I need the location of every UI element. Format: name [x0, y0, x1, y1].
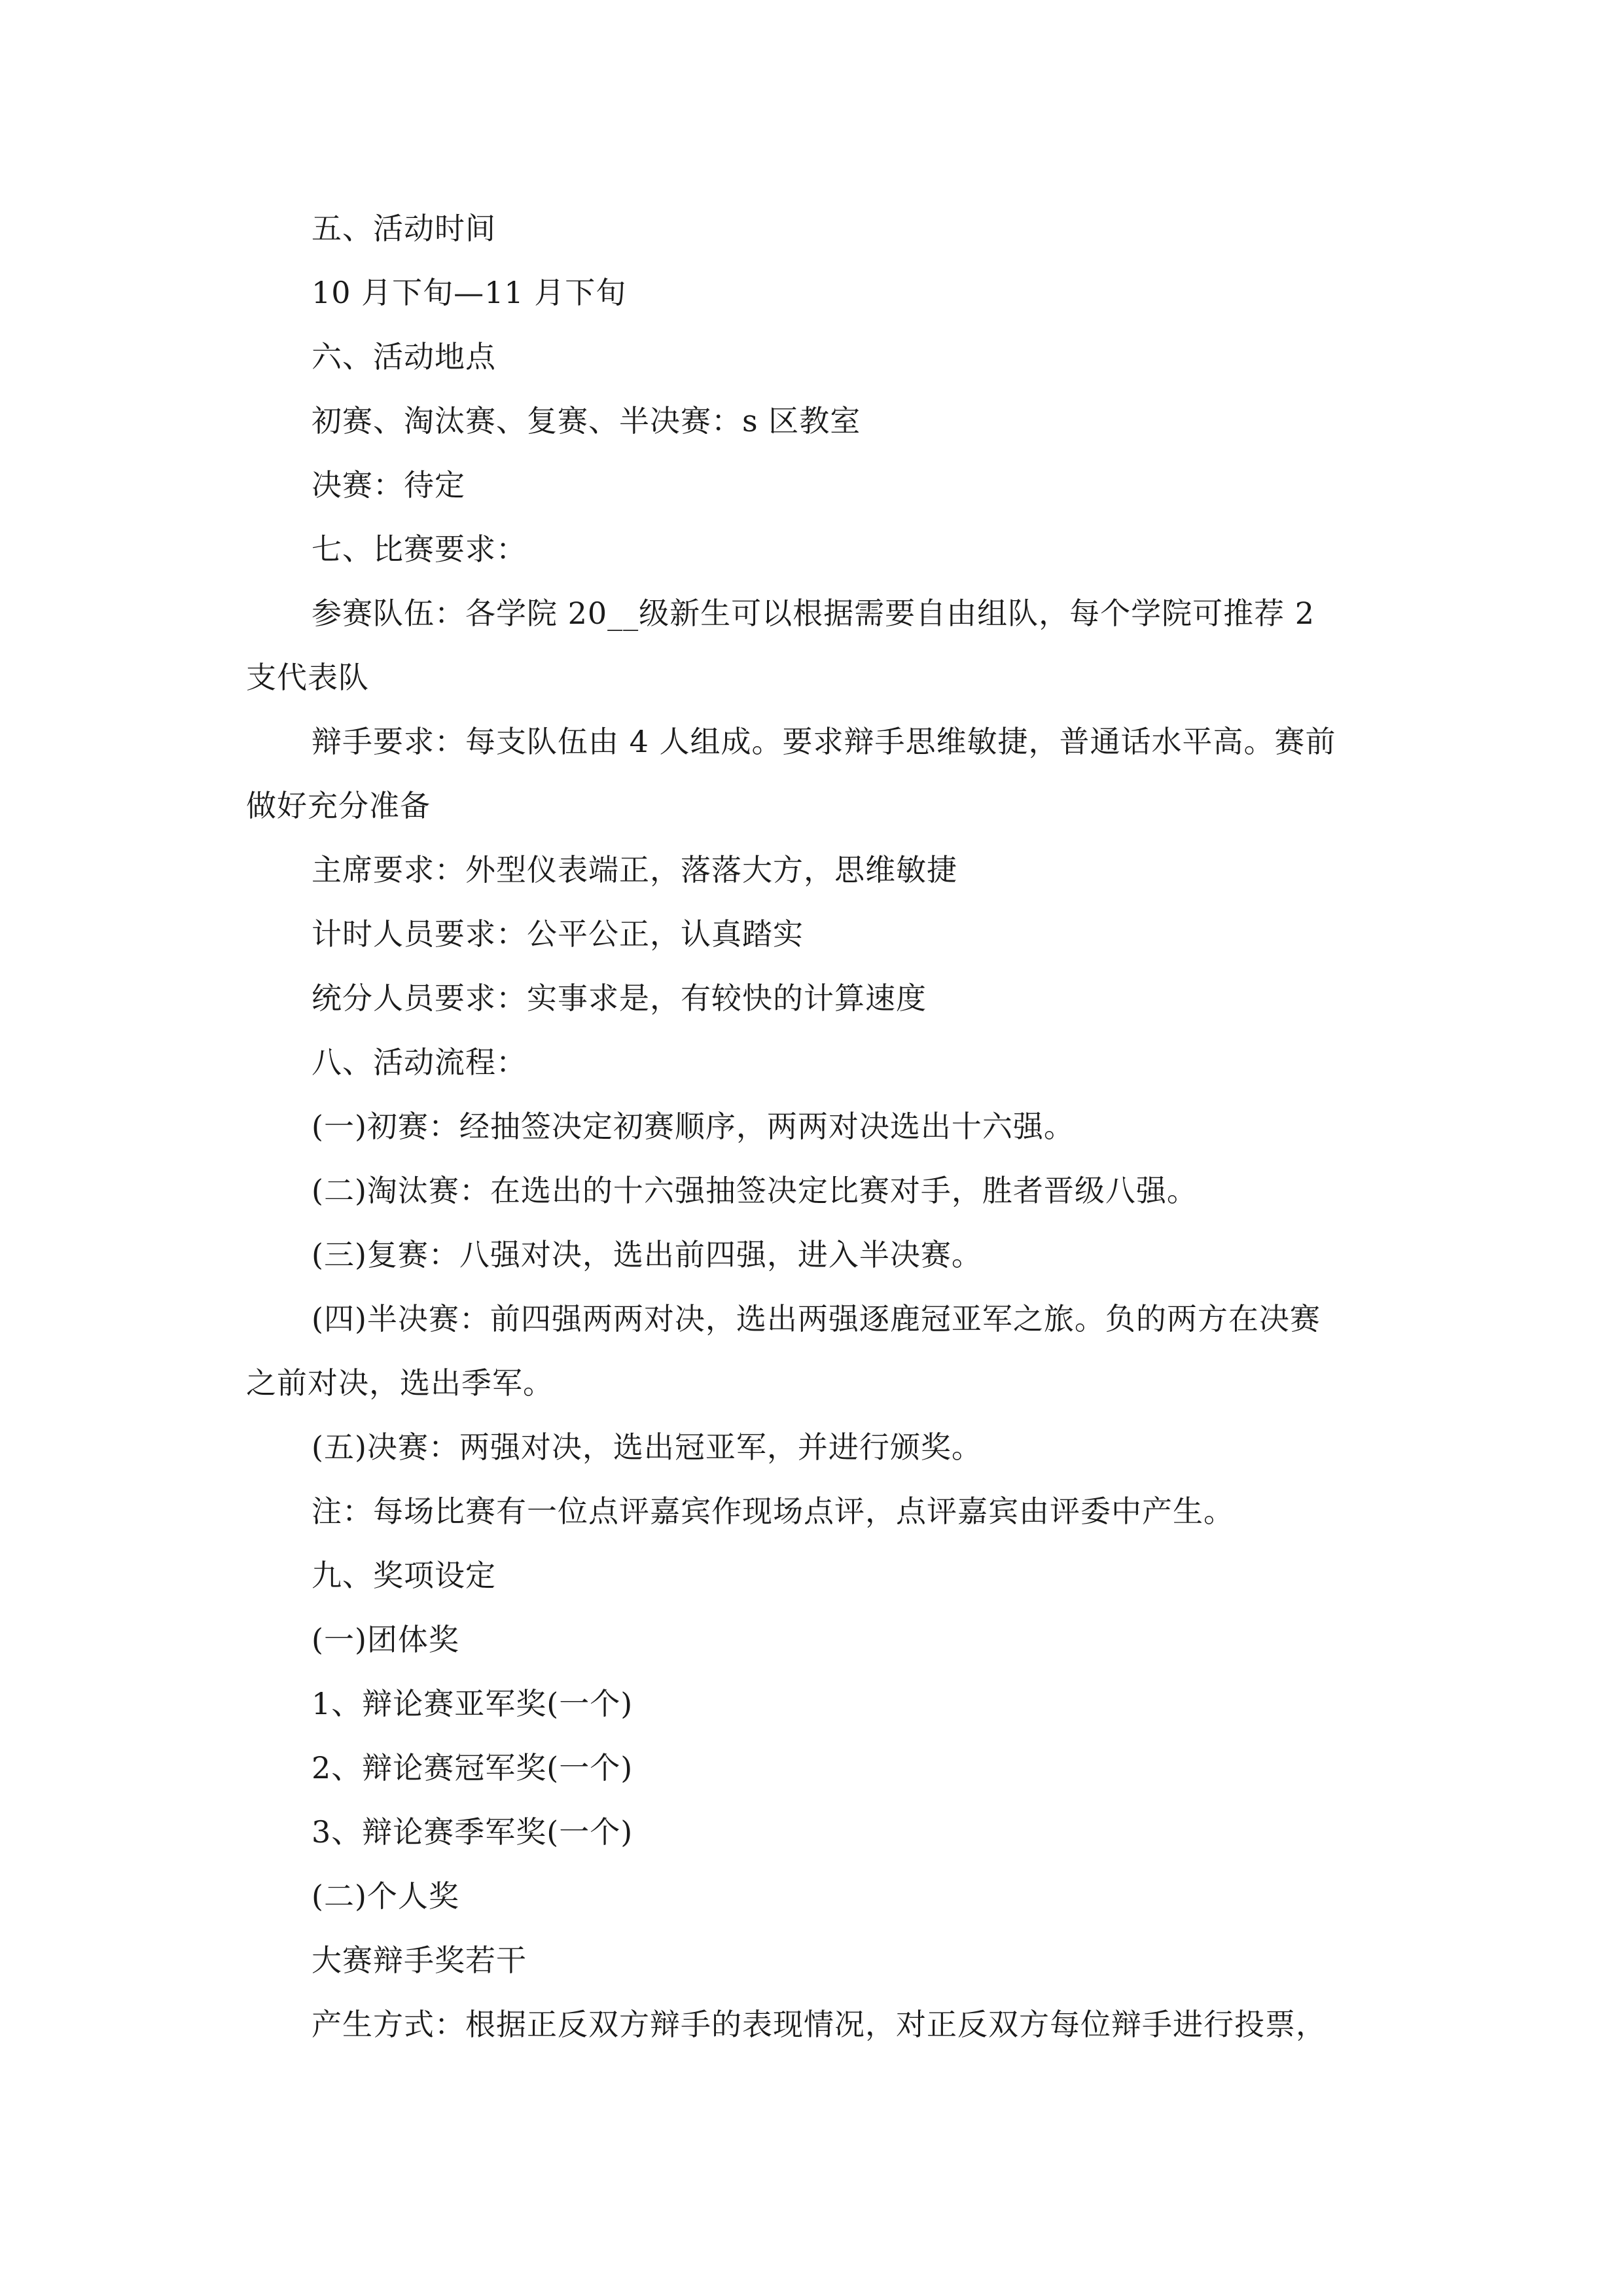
paragraph-line: (二)个人奖: [312, 1878, 459, 1914]
paragraph-line: 注：每场比赛有一位点评嘉宾作现场点评，点评嘉宾由评委中产生。: [312, 1494, 1234, 1529]
paragraph-line-continuation: 之前对决，选出季军。: [246, 1365, 554, 1401]
paragraph-line: (三)复赛：八强对决，选出前四强，进入半决赛。: [312, 1237, 982, 1272]
section-heading-activity-time: 五、活动时间: [312, 211, 496, 246]
paragraph-line: 大赛辩手奖若干: [312, 1943, 527, 1978]
paragraph-line: 10 月下旬—11 月下旬: [312, 275, 627, 310]
section-heading-awards: 九、奖项设定: [312, 1558, 496, 1593]
paragraph-line-continuation: 支代表队: [246, 660, 369, 695]
paragraph-line: 主席要求：外型仪表端正，落落大方，思维敏捷: [312, 852, 957, 888]
section-heading-activity-location: 六、活动地点: [312, 339, 496, 374]
paragraph-line: (五)决赛：两强对决，选出冠亚军，并进行颁奖。: [312, 1429, 982, 1465]
paragraph-line: (四)半决赛：前四强两两对决，选出两强逐鹿冠亚军之旅。负的两方在决赛: [312, 1301, 1321, 1336]
paragraph-line: 产生方式：根据正反双方辩手的表现情况，对正反双方每位辩手进行投票，: [312, 2007, 1327, 2042]
paragraph-line-continuation: 做好充分准备: [246, 788, 431, 823]
section-heading-process: 八、活动流程：: [312, 1045, 527, 1080]
paragraph-line: (二)淘汰赛：在选出的十六强抽签决定比赛对手，胜者晋级八强。: [312, 1173, 1198, 1208]
section-heading-requirements: 七、比赛要求：: [312, 531, 527, 567]
paragraph-line: 统分人员要求：实事求是，有较快的计算速度: [312, 980, 927, 1016]
list-item: 3、辩论赛季军奖(一个): [312, 1814, 633, 1850]
paragraph-line: (一)团体奖: [312, 1622, 459, 1657]
paragraph-line: 参赛队伍：各学院 20__级新生可以根据需要自由组队，每个学院可推荐 2: [312, 596, 1315, 631]
paragraph-line: 辩手要求：每支队伍由 4 人组成。要求辩手思维敏捷，普通话水平高。赛前: [312, 724, 1336, 759]
list-item: 1、辩论赛亚军奖(一个): [312, 1686, 633, 1721]
document-body: [246, 196, 1398, 2056]
paragraph-line: 决赛：待定: [312, 467, 465, 503]
paragraph-line: (一)初赛：经抽签决定初赛顺序，两两对决选出十六强。: [312, 1109, 1075, 1144]
list-item: 2、辩论赛冠军奖(一个): [312, 1750, 633, 1785]
paragraph-line: 初赛、淘汰赛、复赛、半决赛：s 区教室: [312, 403, 861, 439]
paragraph-line: 计时人员要求：公平公正，认真踏实: [312, 916, 804, 952]
